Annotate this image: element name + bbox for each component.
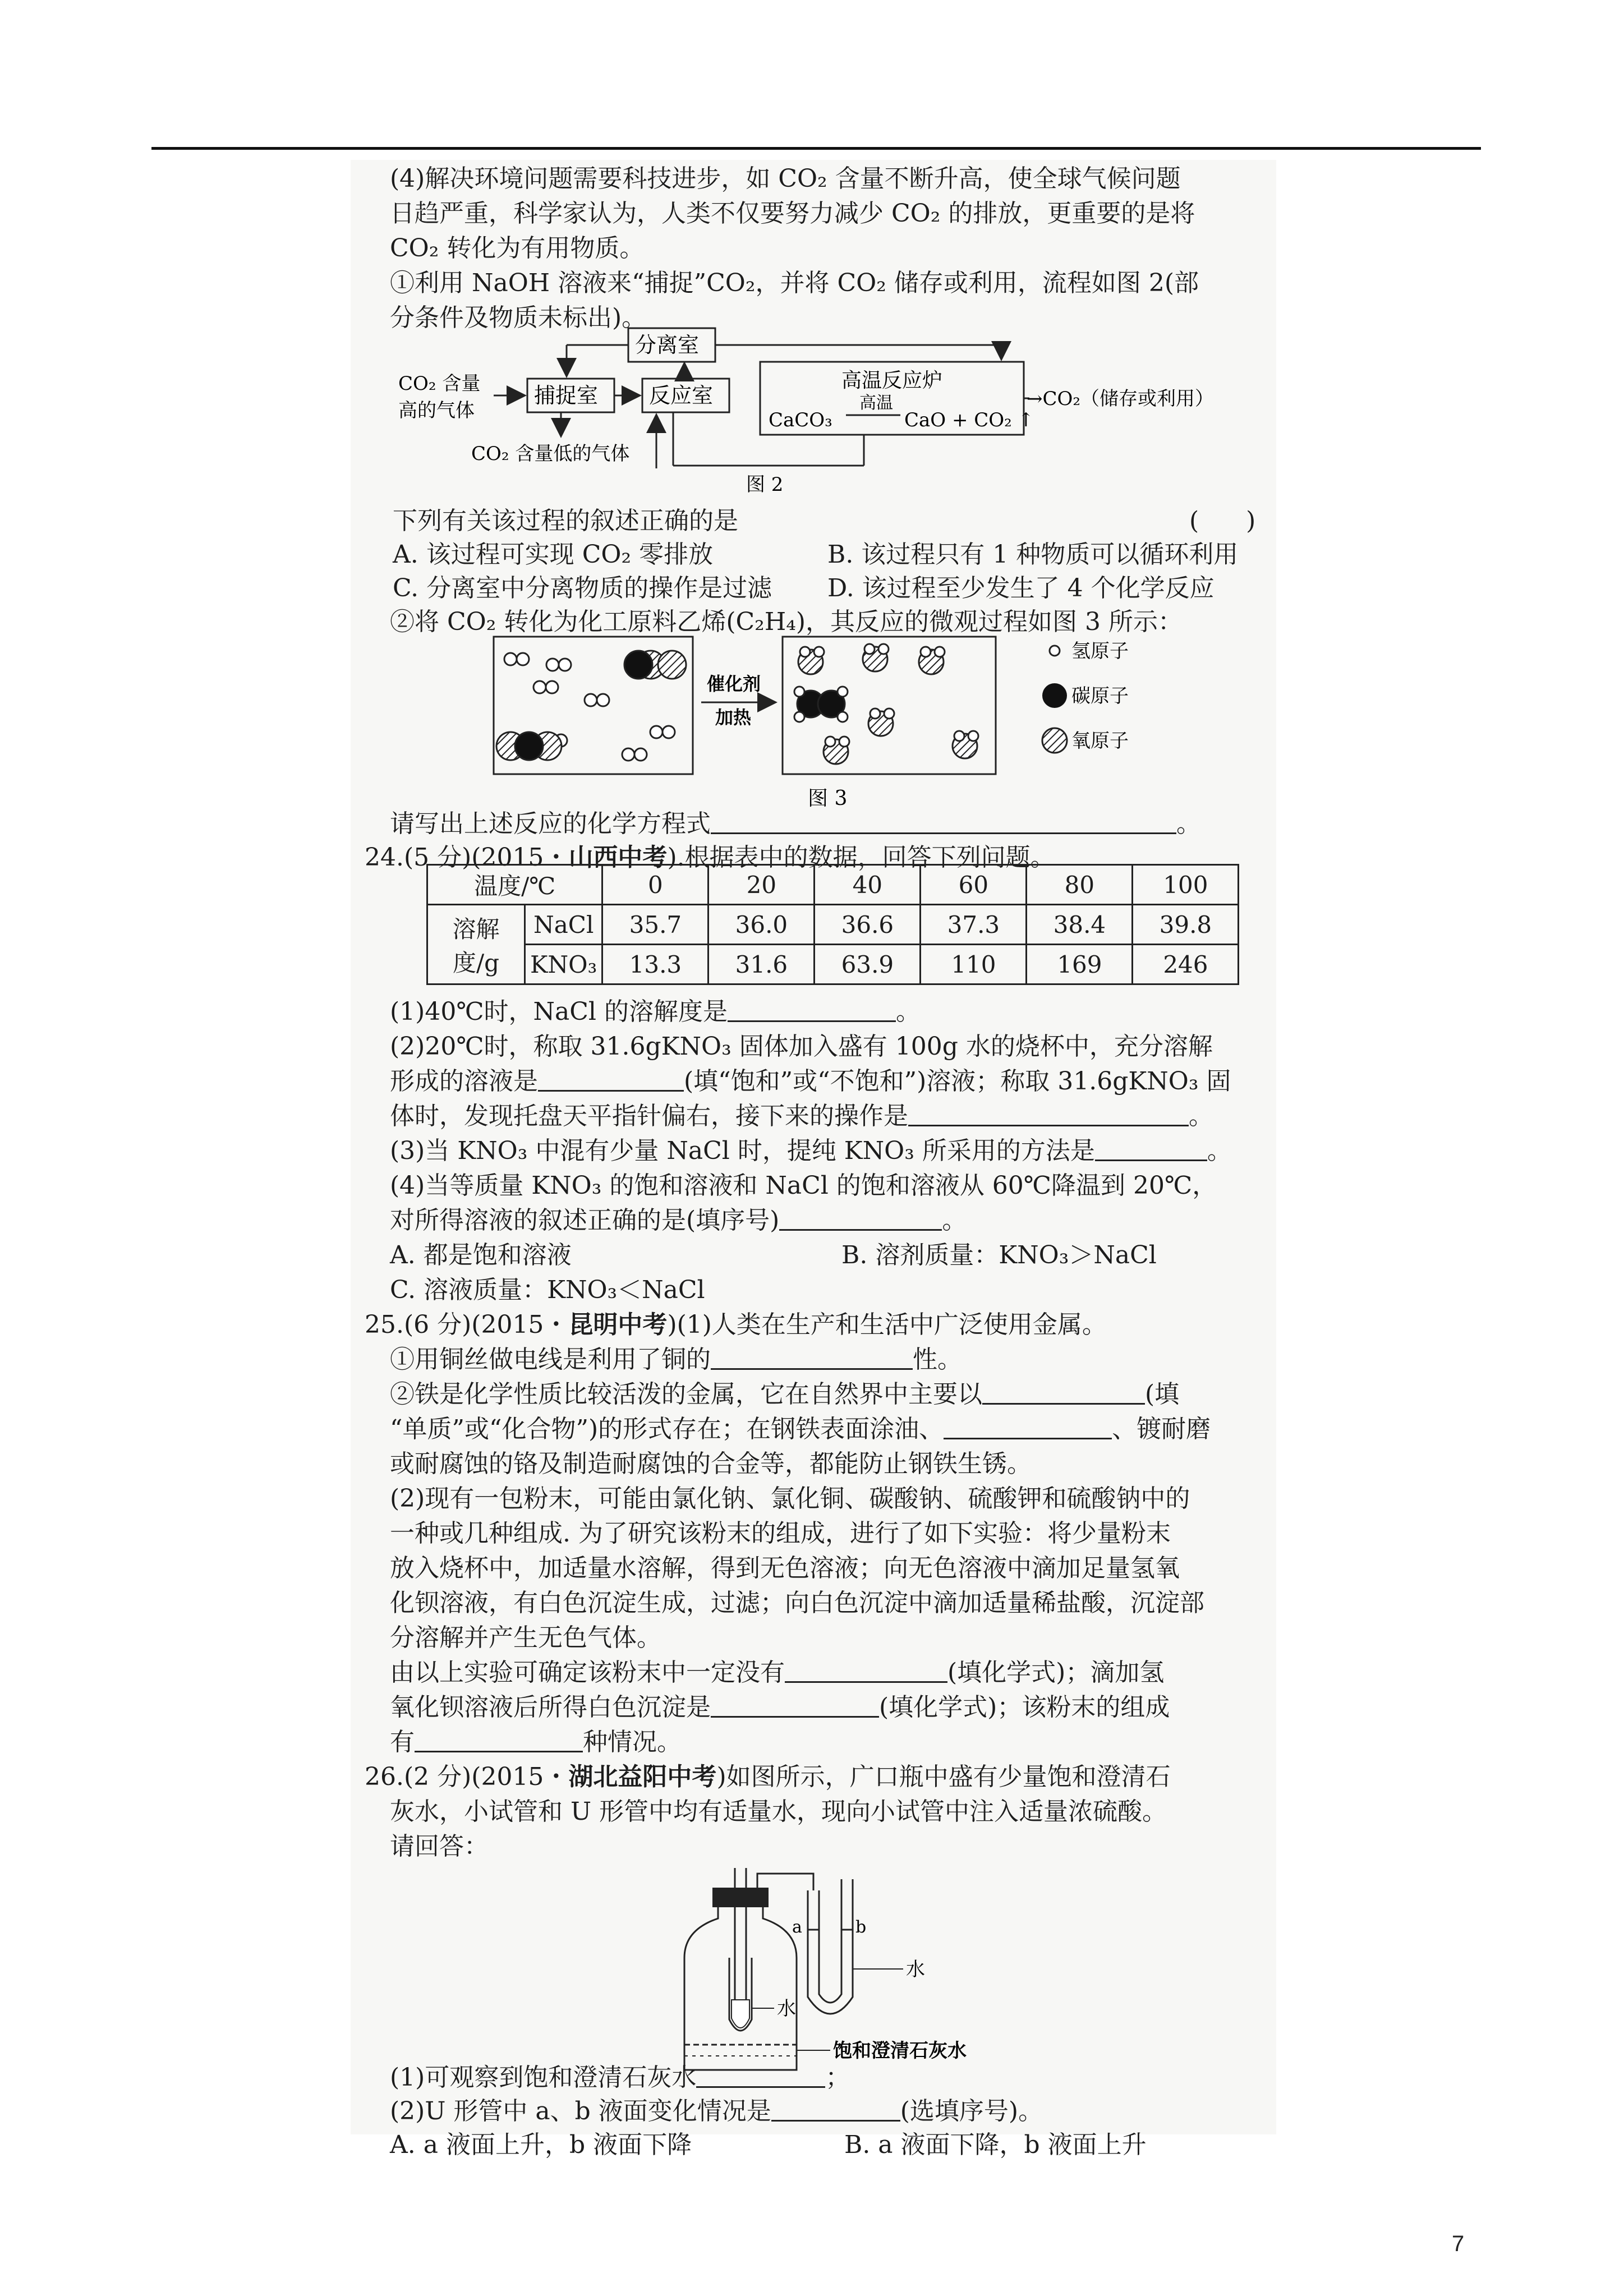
rubber-stopper bbox=[712, 1888, 769, 1907]
q25-sub-9: 分溶解并产生无色气体。 bbox=[390, 1623, 661, 1652]
test-tube-water-label: 水 bbox=[777, 1998, 796, 2020]
q24-option-c: C. 溶液质量：KNO₃＜NaCl bbox=[390, 1276, 705, 1304]
table-cell: 36.6 bbox=[815, 905, 921, 945]
limewater-label: 饱和澄清石灰水 bbox=[833, 2040, 967, 2062]
fig2-condition-label: 高温 bbox=[859, 393, 893, 413]
table-temp-cell: 80 bbox=[1027, 865, 1133, 905]
q23-text-line-3: CO₂ 转化为有用物质。 bbox=[390, 234, 645, 263]
table-row-name: KNO₃ bbox=[525, 945, 602, 984]
q23-part2-text: ②将 CO₂ 转化为化工原料乙烯(C₂H₄)，其反应的微观过程如图 3 所示： bbox=[390, 608, 1183, 636]
figure-3-micro-process bbox=[488, 634, 1217, 819]
q25-sub-5: (2)现有一包粉末，可能由氯化钠、氯化铜、碳酸钠、硫酸钾和硫酸钠中的 bbox=[390, 1484, 1190, 1513]
table-cell: 169 bbox=[1027, 945, 1133, 984]
q25-sub-12: 有 种情况。 bbox=[390, 1728, 682, 1756]
q23-answer-paren: ( ) bbox=[1189, 507, 1256, 535]
table-cell: 37.3 bbox=[921, 905, 1027, 945]
fig3-after-molecules bbox=[794, 644, 978, 764]
q25-sub-1: ①用铜丝做电线是利用了铜的 性。 bbox=[390, 1345, 962, 1374]
q26-option-a: A. a 液面上升，b 液面下降 bbox=[390, 2131, 692, 2159]
table-cell: 31.6 bbox=[709, 945, 815, 984]
table-row-name: NaCl bbox=[525, 905, 602, 945]
q23-equation-blank bbox=[711, 810, 1176, 834]
fig3-legend bbox=[1042, 640, 1129, 753]
header-rule bbox=[151, 147, 1481, 150]
fig3-caption: 图 3 bbox=[808, 787, 848, 810]
legend-carbon-icon bbox=[1042, 683, 1067, 708]
table-cell: 63.9 bbox=[815, 945, 921, 984]
table-cell: 38.4 bbox=[1027, 905, 1133, 945]
solubility-table bbox=[426, 864, 1239, 985]
legend-oxygen-label: 氧原子 bbox=[1071, 730, 1129, 752]
table-cell: 13.3 bbox=[602, 945, 709, 984]
fig2-reaction-label: 反应室 bbox=[649, 383, 714, 408]
fig2-furnace-label: 高温反应炉 bbox=[841, 369, 943, 392]
q24-sub-4b: 对所得溶液的叙述正确的是(填序号) 。 bbox=[390, 1206, 967, 1235]
legend-carbon-label: 碳原子 bbox=[1071, 685, 1129, 707]
fig3-heat-label: 加热 bbox=[715, 707, 752, 728]
q24-sub-3: (3)当 KNO₃ 中混有少量 NaCl 时，提纯 KNO₃ 所采用的方法是 。 bbox=[390, 1137, 1232, 1165]
q24-heading: 24.(5 分)(2015・山西中考).根据表中的数据，回答下列问题。 bbox=[365, 843, 1055, 872]
table-cell: 35.7 bbox=[602, 905, 709, 945]
table-temp-cell: 0 bbox=[602, 865, 709, 905]
fig3-before-molecules bbox=[496, 651, 686, 761]
fig2-equation-right: CaO + CO₂ ↑ bbox=[904, 409, 1034, 431]
q23-equation-prompt: 请写出上述反应的化学方程式 。 bbox=[390, 809, 1201, 838]
q24-sub-4a: (4)当等质量 KNO₃ 的饱和溶液和 NaCl 的饱和溶液从 60℃降温到 20℃， bbox=[390, 1171, 1217, 1200]
q26-text-2: 请回答： bbox=[390, 1832, 489, 1861]
q23-option-c: C. 分离室中分离物质的操作是过滤 bbox=[393, 574, 772, 602]
table-temp-cell: 60 bbox=[921, 865, 1027, 905]
table-cell: 39.8 bbox=[1133, 905, 1239, 945]
fig2-separation-label: 分离室 bbox=[635, 333, 700, 357]
q26-sub-2: (2)U 形管中 a、b 液面变化情况是 (选填序号)。 bbox=[390, 2097, 1043, 2125]
q24-sub-1: (1)40℃时，NaCl 的溶解度是 。 bbox=[390, 997, 921, 1026]
table-row-temperature bbox=[427, 865, 1239, 905]
q23-text-line-1: (4)解决环境问题需要科技进步，如 CO₂ 含量不断升高，使全球气候问题 bbox=[390, 164, 1181, 193]
u-tube bbox=[808, 1879, 853, 2014]
q25-sub-7: 放入烧杯中，加适量水溶解，得到无色溶液；向无色溶液中滴加足量氢氧 bbox=[390, 1554, 1180, 1582]
q23-option-a: A. 该过程可实现 CO₂ 零排放 bbox=[393, 540, 714, 569]
q23-text-line-4: ①利用 NaOH 溶液来“捕捉”CO₂，并将 CO₂ 储存或利用，流程如图 2(部 bbox=[390, 269, 1199, 297]
table-temp-cell: 20 bbox=[709, 865, 815, 905]
q24-option-a: A. 都是饱和溶液 bbox=[390, 1241, 572, 1269]
fig3-catalyst-label: 催化剂 bbox=[707, 673, 761, 694]
fig2-input-label-2: 高的气体 bbox=[398, 399, 475, 422]
q24-sub-2b: 形成的溶液是 (填“饱和”或“不饱和”)溶液；称取 31.6gKNO₃ 固 bbox=[390, 1067, 1231, 1096]
fig2-output-store: →CO₂（储存或利用） bbox=[1027, 388, 1214, 410]
page-number: 7 bbox=[1452, 2231, 1465, 2256]
q26-text-1: 灰水，小试管和 U 形管中均有适量水，现向小试管中注入适量浓硫酸。 bbox=[390, 1797, 1167, 1826]
table-cell: 110 bbox=[921, 945, 1027, 984]
u-tube-water-label: 水 bbox=[906, 1958, 925, 1981]
figure-2-flowchart bbox=[393, 323, 1268, 513]
q26-heading: 26.(2 分)(2015・湖北益阳中考)如图所示，广口瓶中盛有少量饱和澄清石 bbox=[365, 1763, 1171, 1791]
table-temp-cell: 100 bbox=[1133, 865, 1239, 905]
q25-sub-3: “单质”或“化合物”)的形式存在；在钢铁表面涂油、 、镀耐磨 bbox=[390, 1415, 1211, 1443]
q25-heading: 25.(6 分)(2015・昆明中考)(1)人类在生产和生活中广泛使用金属。 bbox=[365, 1310, 1107, 1339]
q26-option-b: B. a 液面下降，b 液面上升 bbox=[844, 2131, 1147, 2159]
q24-option-b: B. 溶剂质量：KNO₃＞NaCl bbox=[841, 1241, 1157, 1269]
q25-sub-4: 或耐腐蚀的铬及制造耐腐蚀的合金等，都能防止钢铁生锈。 bbox=[390, 1450, 1032, 1478]
table-row-nacl bbox=[427, 905, 1239, 945]
q23-option-b: B. 该过程只有 1 种物质可以循环利用 bbox=[827, 540, 1239, 569]
table-row-kno3 bbox=[427, 945, 1239, 984]
q26-sub-1: (1)可观察到饱和澄清石灰水 ； bbox=[390, 2063, 850, 2092]
q25-sub-6: 一种或几种组成. 为了研究该粉末的组成，进行了如下实验：将少量粉末 bbox=[390, 1519, 1171, 1548]
table-header-temperature: 温度/℃ bbox=[427, 865, 602, 905]
u-tube-label-a: a bbox=[792, 1917, 802, 1937]
fig2-output-low: CO₂ 含量低的气体 bbox=[471, 443, 630, 465]
q24-sub-2a: (2)20℃时，称取 31.6gKNO₃ 固体加入盛有 100g 水的烧杯中，充分溶解 bbox=[390, 1032, 1213, 1061]
legend-hydrogen-label: 氢原子 bbox=[1071, 640, 1129, 662]
q25-sub-10: 由以上实验可确定该粉末中一定没有 (填化学式)；滴加氢 bbox=[390, 1658, 1165, 1687]
q24-sub-2c: 体时，发现托盘天平指针偏右，接下来的操作是 。 bbox=[390, 1102, 1213, 1130]
q23-text-line-2: 日趋严重，科学家认为，人类不仅要努力减少 CO₂ 的排放，更重要的是将 bbox=[390, 199, 1195, 228]
u-tube-label-b: b bbox=[855, 1917, 867, 1937]
q25-sub-11: 氧化钡溶液后所得白色沉淀是 (填化学式)；该粉末的组成 bbox=[390, 1693, 1170, 1722]
q25-sub-2: ②铁是化学性质比较活泼的金属，它在自然界中主要以 (填 bbox=[390, 1380, 1180, 1409]
dropping-tube bbox=[735, 1907, 746, 2011]
table-header-solubility: 溶解度/g bbox=[427, 905, 525, 984]
legend-oxygen-icon bbox=[1042, 728, 1067, 753]
q23-stem: 下列有关该过程的叙述正确的是 bbox=[393, 507, 738, 535]
fig2-capture-label: 捕捉室 bbox=[534, 383, 599, 408]
fig2-equation-left: CaCO₃ bbox=[769, 409, 832, 431]
fig2-caption: 图 2 bbox=[746, 473, 784, 496]
table-cell: 246 bbox=[1133, 945, 1239, 984]
q25-sub-8: 化钡溶液，有白色沉淀生成，过滤；向白色沉淀中滴加适量稀盐酸，沉淀部 bbox=[390, 1589, 1204, 1617]
table-cell: 36.0 bbox=[709, 905, 815, 945]
legend-hydrogen-icon bbox=[1050, 646, 1060, 656]
q23-text-line-5: 分条件及物质未标出)。 bbox=[390, 303, 647, 332]
q23-option-d: D. 该过程至少发生了 4 个化学反应 bbox=[827, 574, 1214, 602]
fig2-input-label-1: CO₂ 含量 bbox=[398, 372, 481, 395]
table-temp-cell: 40 bbox=[815, 865, 921, 905]
q26-apparatus-figure bbox=[662, 1857, 1066, 2076]
